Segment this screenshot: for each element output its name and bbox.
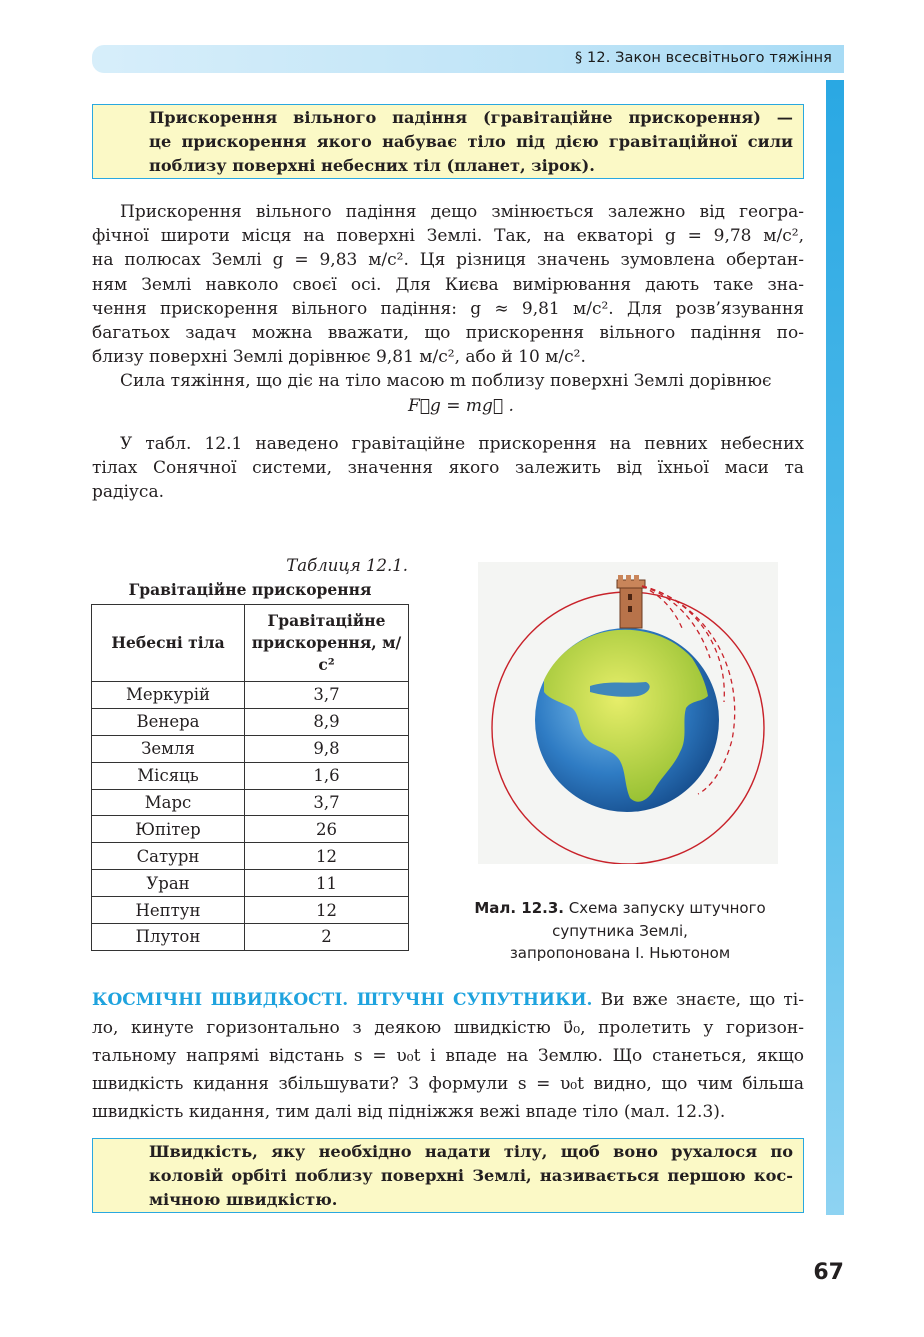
definition-line: це прискорення якого набуває тіло під дією гравітаційної сили bbox=[149, 132, 793, 151]
text-line: фічної широти місця на поверхні Землі. Так, на екваторі g = 9,78 м/с², bbox=[92, 226, 804, 247]
text-line: Сила тяжіння, що діє на тіло масою m поблизу поверхні Землі дорівнює bbox=[120, 371, 772, 392]
cell-body: Уран bbox=[92, 870, 245, 897]
gravity-force-formula: F⃗g = mg⃗ . bbox=[408, 396, 514, 416]
text-line: Прискорення вільного падіння дещо змінюється залежно від геогра- bbox=[120, 202, 804, 222]
cell-body: Меркурій bbox=[92, 682, 245, 709]
column-header-acceleration: Гравітаційне прискорення, м/с² bbox=[245, 605, 409, 682]
section-text: Ви вже знаєте, що ті- bbox=[592, 990, 804, 1010]
text-line: чення прискорення вільного падіння: g ≈ 9,81 м/с². Для розв’язування bbox=[92, 298, 804, 319]
definition-line: коловій орбіті поблизу поверхні Землі, називається першою кос- bbox=[149, 1166, 793, 1185]
cell-body: Місяць bbox=[92, 762, 245, 789]
cell-value: 3,7 bbox=[245, 682, 409, 709]
figure-label: Мал. 12.3. bbox=[474, 899, 564, 917]
table-row bbox=[92, 870, 409, 897]
definition-box-gravity-acceleration bbox=[92, 104, 804, 179]
table-row bbox=[92, 682, 409, 709]
table-row bbox=[92, 735, 409, 762]
figure-caption-line: супутника Землі, bbox=[552, 921, 688, 940]
text-line bbox=[92, 986, 804, 1014]
side-stripe bbox=[826, 80, 844, 1215]
section-cosmic-velocities bbox=[92, 986, 804, 1126]
cell-value: 3,7 bbox=[245, 789, 409, 816]
cell-body: Марс bbox=[92, 789, 245, 816]
text-line: тальному напрямі відстань s = υ₀t і впаде на Землю. Що станеться, якщо bbox=[92, 1046, 804, 1066]
figure-caption bbox=[440, 897, 800, 965]
table-header-row bbox=[92, 605, 409, 682]
cell-value: 1,6 bbox=[245, 762, 409, 789]
paragraph-free-fall bbox=[92, 200, 804, 394]
cell-body: Венера bbox=[92, 708, 245, 735]
cell-body: Плутон bbox=[92, 924, 245, 951]
text-line: близу поверхні Землі дорівнює 9,81 м/с², або й 10 м/с². bbox=[92, 347, 586, 368]
table-row bbox=[92, 843, 409, 870]
gravity-table bbox=[91, 604, 409, 951]
cell-body: Нептун bbox=[92, 897, 245, 924]
figure-caption-line: запропонована І. Ньютоном bbox=[509, 944, 731, 962]
text-line: ло, кинуте горизонтально з деякою швидкістю υ⃗₀, пролетить у горизон- bbox=[92, 1018, 804, 1038]
header-title: § 12. Закон всесвітнього тяжіння bbox=[575, 50, 832, 66]
tower-icon bbox=[617, 575, 645, 628]
column-header-bodies: Небесні тіла bbox=[92, 605, 245, 682]
table-row bbox=[92, 762, 409, 789]
table-row bbox=[92, 816, 409, 843]
text-line: на полюсах Землі g = 9,83 м/с². Ця різниця значень зумовлена обертан- bbox=[92, 250, 804, 271]
text-line: ням Землі навколо своєї осі. Для Києва вимірювання дають таке зна- bbox=[92, 274, 804, 295]
cell-value: 12 bbox=[245, 897, 409, 924]
text-line: багатьох задач можна вважати, що прискорення вільного падіння по- bbox=[92, 323, 804, 344]
cell-body: Сатурн bbox=[92, 843, 245, 870]
section-heading: КОСМІЧНІ ШВИДКОСТІ. ШТУЧНІ СУПУТНИКИ. bbox=[92, 990, 593, 1010]
text-line: радіуса. bbox=[92, 482, 164, 503]
running-header bbox=[92, 45, 844, 73]
cell-body: Земля bbox=[92, 735, 245, 762]
definition-line: Прискорення вільного падіння (гравітаційне прискорення) — bbox=[149, 108, 793, 127]
cell-value: 2 bbox=[245, 924, 409, 951]
figure-caption-line: Схема запуску штучного bbox=[568, 899, 766, 917]
cell-value: 11 bbox=[245, 870, 409, 897]
definition-line: Швидкість, яку необхідно надати тілу, щоб воно рухалося по bbox=[149, 1142, 793, 1161]
cell-value: 26 bbox=[245, 816, 409, 843]
definition-line: мічною швидкістю. bbox=[149, 1190, 338, 1209]
cell-body: Юпітер bbox=[92, 816, 245, 843]
cell-value: 9,8 bbox=[245, 735, 409, 762]
earth-globe bbox=[535, 628, 719, 812]
text-line: швидкість кидання збільшувати? З формули s = υ₀t видно, що чим більша bbox=[92, 1074, 804, 1094]
table-title: Гравітаційне прискорення bbox=[128, 580, 372, 599]
table-row bbox=[92, 897, 409, 924]
table-row bbox=[92, 924, 409, 951]
cell-value: 8,9 bbox=[245, 708, 409, 735]
table-caption: Таблиця 12.1. bbox=[286, 556, 408, 575]
text-line: У табл. 12.1 наведено гравітаційне прискорення на певних небесних bbox=[120, 434, 804, 454]
table-row bbox=[92, 789, 409, 816]
cell-value: 12 bbox=[245, 843, 409, 870]
paragraph-table-intro bbox=[92, 432, 804, 505]
table-row bbox=[92, 708, 409, 735]
text-line: тілах Сонячної системи, значення якого залежить від їхньої маси та bbox=[92, 458, 804, 479]
newton-cannon-illustration bbox=[478, 562, 778, 864]
definition-line: поблизу поверхні небесних тіл (планет, зірок). bbox=[149, 156, 595, 175]
page-number: 67 bbox=[813, 1260, 844, 1285]
definition-box-first-cosmic-velocity bbox=[92, 1138, 804, 1213]
text-line: швидкість кидання, тим далі від підніжжя вежі впаде тіло (мал. 12.3). bbox=[92, 1102, 726, 1122]
